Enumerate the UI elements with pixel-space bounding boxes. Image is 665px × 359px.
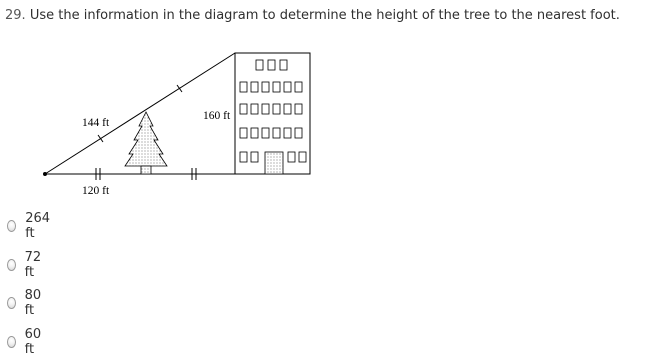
question-text: Use the information in the diagram to determine the height of the tree to the nearest foot. [29,8,620,23]
label-building-segment: 160 ft [203,110,231,122]
choice-4[interactable] [7,327,45,357]
radio-button[interactable] [7,336,16,348]
question-text-row [5,7,620,25]
question-number: 29. [5,8,26,23]
radio-button[interactable] [7,297,16,309]
radio-button[interactable] [7,259,16,271]
choice-label: 60 ft [24,327,42,357]
building-icon [235,53,310,174]
hypotenuse-tick-upper [177,85,182,92]
radio-button[interactable] [7,220,16,232]
choice-1[interactable] [7,211,53,241]
hypotenuse-tick-lower [98,135,103,142]
label-hypotenuse-lower: 144 ft [82,117,110,129]
vertex-point [43,172,47,176]
choice-label: 72 ft [24,250,42,280]
choice-label: 80 ft [24,288,42,318]
label-base-segment: 120 ft [82,185,110,197]
choice-label: 264 ft [25,211,51,241]
building-door [265,152,283,174]
triangle-diagram [30,42,320,202]
tree-icon [125,112,167,174]
choice-3[interactable] [7,288,45,318]
choice-2[interactable] [7,250,45,280]
